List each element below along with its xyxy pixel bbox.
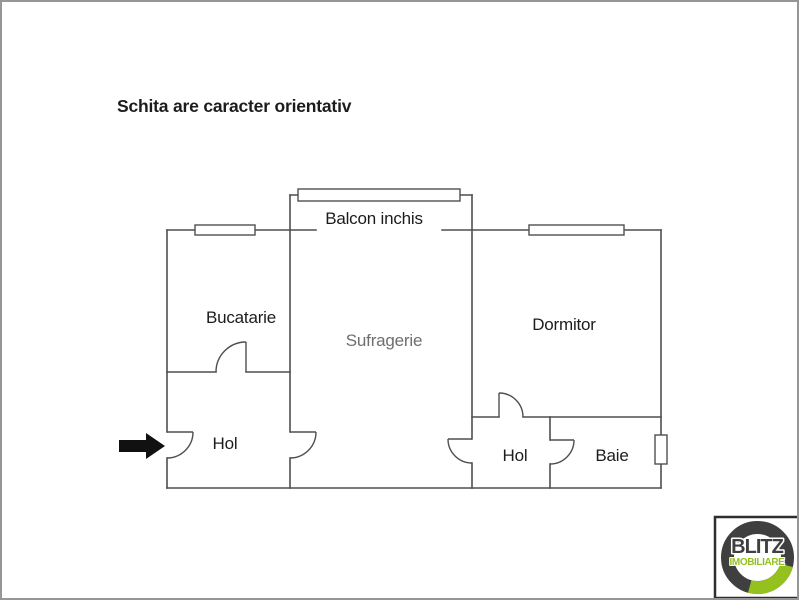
logo-brand-text: BLITZ	[731, 536, 783, 558]
room-label-bedroom: Dormitor	[532, 315, 596, 334]
room-label-bathroom: Baie	[595, 446, 629, 465]
bedroom-window	[529, 225, 624, 235]
bathroom-window	[655, 435, 667, 464]
disclaimer-note: Schita are caracter orientativ	[117, 96, 352, 116]
hall-living-door-arc	[290, 432, 316, 458]
room-label-hall-left: Hol	[212, 434, 238, 453]
bedroom-door-arc	[499, 393, 523, 417]
living-hall-door-arc	[448, 439, 472, 463]
balcony-window	[298, 189, 460, 201]
bathroom-door-arc	[550, 440, 574, 464]
kitchen-door-arc	[216, 342, 246, 372]
agency-logo	[715, 517, 799, 598]
entrance-door-arc	[167, 432, 193, 458]
logo-tagline-text: IMOBILIARE	[729, 557, 785, 568]
room-labels-group	[206, 209, 629, 465]
room-label-hall-right: Hol	[502, 446, 528, 465]
floorplan-canvas	[2, 2, 799, 600]
room-label-living: Sufragerie	[345, 331, 423, 350]
room-label-kitchen: Bucatarie	[205, 308, 277, 327]
entrance-arrow-icon	[119, 433, 165, 459]
kitchen-window	[195, 225, 255, 235]
room-label-balcony: Balcon inchis	[325, 209, 423, 228]
